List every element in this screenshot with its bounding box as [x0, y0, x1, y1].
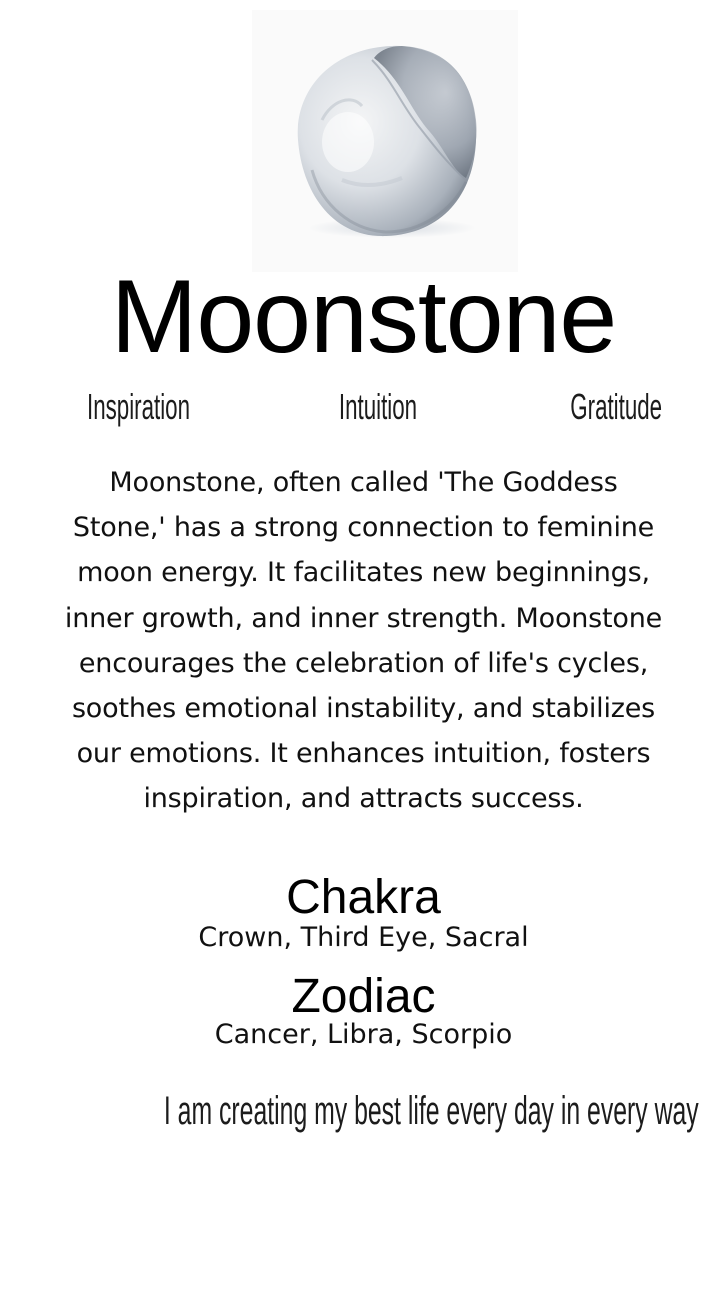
keyword-intuition: Intuition: [338, 386, 418, 427]
page-title: Moonstone: [110, 259, 617, 375]
keyword-inspiration: Inspiration: [87, 386, 190, 427]
chakra-value: Crown, Third Eye, Sacral: [198, 922, 529, 953]
affirmation-text: I am creating my best life every day in every way: [163, 1089, 699, 1133]
keyword-gratitude: Gratitude: [570, 386, 662, 427]
affirmation-container: [0, 1086, 727, 1136]
moonstone-illustration-icon: [252, 10, 518, 272]
chakra-heading: Chakra: [286, 871, 441, 924]
keyword-list: [0, 384, 727, 434]
zodiac-heading: Zodiac: [291, 970, 436, 1023]
zodiac-value: Cancer, Libra, Scorpio: [214, 1019, 513, 1050]
description-text: Moonstone, often called 'The Goddess Stone,' has a strong connection to feminine moon energy. It facilitates new beginnings, inner growth, and inner strength. Moonstone encourages the celebration of life's cycles, soothes emotional instability, and stabilizes our emotions. It enhances intuition, fosters inspiration, and attracts success.: [64, 467, 663, 815]
moonstone-image: [252, 10, 518, 272]
